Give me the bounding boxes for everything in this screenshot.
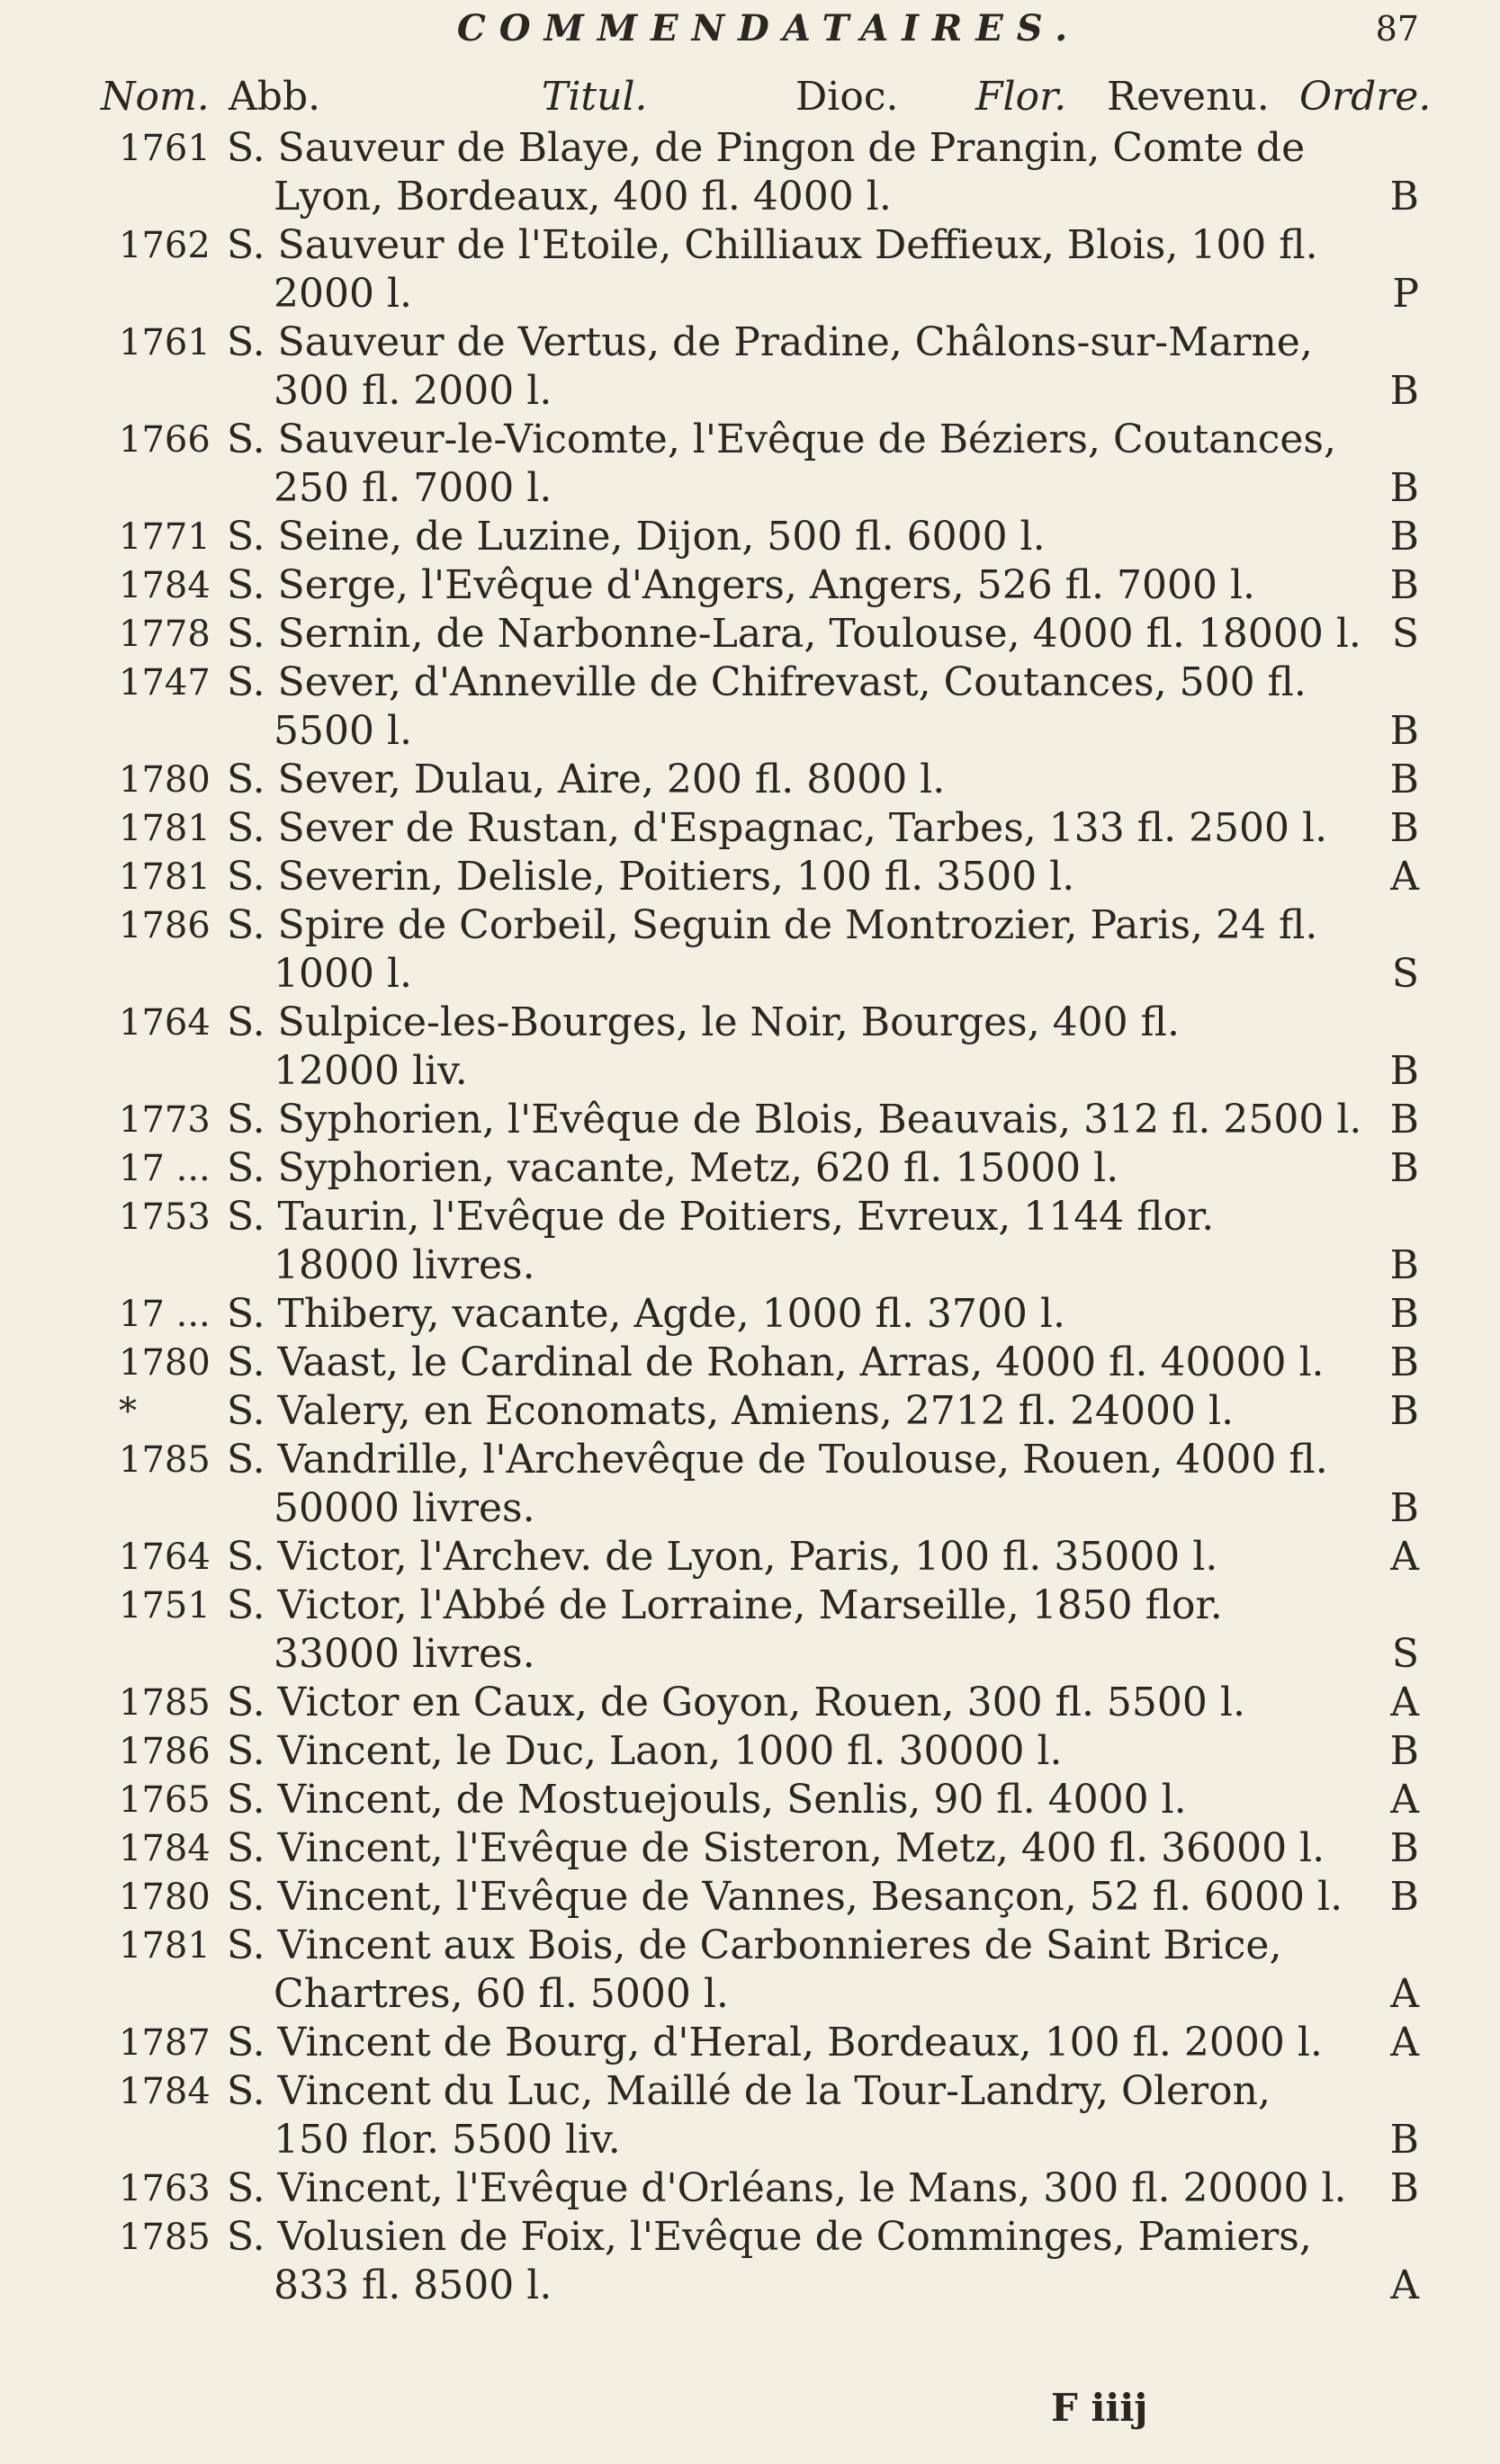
entry-line [119,1533,1419,1581]
list-item [119,2067,1419,2164]
list-item [119,610,1419,659]
list-item [119,1776,1419,1824]
entry-text: S. Sauveur de l'Etoile, Chilliaux Deffieux, Blois, 100 fl. [227,222,1318,268]
list-item [119,901,1419,999]
entry-text: 50000 livres. [274,1485,535,1531]
entry-line [119,1824,1419,1873]
entry-year: 1781 [119,1925,211,1967]
entry-order: B [1389,174,1419,220]
entry-order: B [1389,2117,1419,2163]
entry-year: 1780 [119,1877,211,1918]
entry-order: B [1389,368,1419,414]
entry-year: 1751 [119,1585,211,1626]
entry-list [119,124,1419,2310]
list-item [119,416,1419,513]
entry-order: B [1389,1874,1419,1920]
entry-line [119,1387,1419,1436]
entry-year: 17 ... [119,1148,211,1189]
entry-text: S. Spire de Corbeil, Seguin de Montrozier, Paris, 24 fl. [227,902,1318,948]
entry-line [119,1873,1419,1922]
col-header-dioc: Dioc. [795,74,899,120]
entry-line [119,1339,1419,1387]
entry-line [119,1193,1419,1241]
col-header-nom: Nom. [101,74,210,120]
list-item [119,1581,1419,1679]
entry-order: P [1392,271,1419,317]
entry-line [119,173,1419,221]
running-title: COMMENDATAIRES. [456,7,1082,49]
entry-year: 1784 [119,1828,211,1869]
entry-order: B [1389,1825,1419,1871]
entry-text: S. Sauveur de Vertus, de Pradine, Châlons-sur-Marne, [227,319,1313,365]
entry-order: A [1390,2262,1419,2308]
entry-text: S. Syphorien, vacante, Metz, 620 fl. 15000 l. [227,1145,1119,1191]
list-item [119,1387,1419,1436]
entry-order: B [1389,1291,1419,1337]
entry-order: A [1390,1534,1419,1580]
entry-order: B [1389,1340,1419,1385]
entry-line [119,1290,1419,1339]
entry-line [119,2019,1419,2067]
entry-line [119,901,1419,950]
entry-year: 1771 [119,516,211,558]
list-item [119,561,1419,610]
entry-line [119,1922,1419,1970]
col-header-abb: Abb. [229,74,321,120]
entry-order: A [1390,1777,1419,1823]
entry-text: 833 fl. 8500 l. [274,2262,552,2308]
list-item [119,1339,1419,1387]
col-header-flor: Flor. [975,74,1067,120]
entry-text: S. Vincent, l'Evêque d'Orléans, le Mans, 300 fl. 20000 l. [227,2165,1347,2211]
entry-text: S. Vaast, le Cardinal de Rohan, Arras, 4000 fl. 40000 l. [227,1340,1325,1385]
entry-year: 17 ... [119,1294,211,1335]
entry-text: S. Vincent, l'Evêque de Vannes, Besançon, 52 fl. 6000 l. [227,1874,1343,1920]
entry-order: S [1391,1631,1419,1677]
entry-text: S. Victor, l'Archev. de Lyon, Paris, 100 fl. 35000 l. [227,1534,1218,1580]
entry-line [119,1970,1419,2019]
list-item [119,1533,1419,1581]
entry-order: B [1389,805,1419,851]
entry-line [119,2164,1419,2213]
entry-text: S. Vandrille, l'Archevêque de Toulouse, Rouen, 4000 fl. [227,1437,1328,1483]
entry-year: 1784 [119,565,211,606]
entry-order: B [1389,514,1419,560]
running-head [119,0,1419,63]
entry-order: A [1390,854,1419,900]
entry-text: S. Vincent, de Mostuejouls, Senlis, 90 fl. 4000 l. [227,1777,1187,1823]
entry-line [119,1436,1419,1484]
entry-order: B [1389,708,1419,754]
entry-text: 1000 l. [274,951,413,997]
list-item [119,1873,1419,1922]
entry-line [119,221,1419,270]
entry-order: B [1389,757,1419,802]
entry-line [119,1727,1419,1776]
entry-line [119,804,1419,853]
entry-order: B [1389,1048,1419,1094]
list-item [119,999,1419,1096]
entry-text: S. Valery, en Economats, Amiens, 2712 fl. 24000 l. [227,1388,1235,1434]
entry-order: B [1389,1388,1419,1434]
entry-text: Chartres, 60 fl. 5000 l. [274,1971,729,2017]
col-header-ordre: Ordre. [1299,74,1432,120]
entry-year: 1781 [119,808,211,849]
entry-year: 1764 [119,1002,211,1044]
entry-order: B [1389,562,1419,608]
entry-order: B [1389,465,1419,511]
entry-text: 5500 l. [274,708,413,754]
entry-year: 1785 [119,1682,211,1724]
list-item [119,513,1419,561]
list-item [119,318,1419,416]
entry-year: 1781 [119,856,211,898]
entry-line [119,610,1419,659]
entry-order: A [1390,1680,1419,1725]
entry-text: S. Sauveur-le-Vicomte, l'Evêque de Béziers, Coutances, [227,417,1336,462]
entry-order: S [1391,611,1419,657]
list-item [119,2019,1419,2067]
entry-line [119,1047,1419,1096]
entry-year: 1762 [119,225,211,266]
entry-year: 1784 [119,2071,211,2112]
entry-text: S. Sulpice-les-Bourges, le Noir, Bourges, 400 fl. [227,999,1180,1045]
entry-text: S. Sernin, de Narbonne-Lara, Toulouse, 4000 fl. 18000 l. [227,611,1361,657]
entry-text: S. Thibery, vacante, Agde, 1000 fl. 3700 l. [227,1291,1065,1337]
entry-line [119,561,1419,610]
signature-mark: F iiij [1051,2386,1148,2430]
entry-text: 2000 l. [274,271,413,317]
entry-year: 1761 [119,322,211,363]
entry-line [119,1241,1419,1290]
entry-year: 1786 [119,1731,211,1772]
entry-line [119,756,1419,804]
entry-line [119,1484,1419,1533]
entry-line [119,2262,1419,2310]
entry-year: 1785 [119,2217,211,2258]
column-headers [101,63,1432,121]
entry-line [119,1096,1419,1144]
entry-text: 250 fl. 7000 l. [274,465,552,511]
entry-line [119,464,1419,513]
entry-order: B [1389,1485,1419,1531]
entry-line [119,999,1419,1047]
entry-year: 1765 [119,1779,211,1821]
entry-text: S. Vincent, le Duc, Laon, 1000 fl. 30000 l. [227,1728,1063,1774]
entry-line [119,513,1419,561]
entry-line [119,124,1419,173]
list-item [119,756,1419,804]
entry-order: B [1389,1145,1419,1191]
entry-year: 1780 [119,1342,211,1384]
entry-text: S. Vincent aux Bois, de Carbonnieres de Saint Brice, [227,1922,1282,1968]
list-item [119,1193,1419,1290]
entry-line [119,416,1419,464]
entry-line [119,367,1419,416]
entry-text: S. Victor, l'Abbé de Lorraine, Marseille, 1850 flor. [227,1582,1223,1628]
list-item [119,124,1419,221]
entry-line [119,2213,1419,2262]
list-item [119,1144,1419,1193]
entry-order: B [1389,1242,1419,1288]
entry-text: S. Victor en Caux, de Goyon, Rouen, 300 fl. 5500 l. [227,1680,1245,1725]
entry-line [119,1630,1419,1679]
entry-line [119,2116,1419,2164]
entry-year: 1778 [119,614,211,655]
entry-line [119,318,1419,367]
entry-text: 12000 liv. [274,1048,468,1094]
entry-year: 1787 [119,2022,211,2064]
col-header-revenu: Revenu. [1107,74,1270,120]
entry-text: S. Serge, l'Evêque d'Angers, Angers, 526 fl. 7000 l. [227,562,1256,608]
entry-line [119,1679,1419,1727]
entry-order: S [1391,951,1419,997]
entry-line [119,1581,1419,1630]
entry-text: S. Vincent de Bourg, d'Heral, Bordeaux, 100 fl. 2000 l. [227,2020,1323,2065]
entry-order: A [1390,2020,1419,2065]
entry-order: A [1390,1971,1419,2017]
entry-line [119,707,1419,756]
entry-year: 1786 [119,905,211,946]
entry-year: * [119,1391,137,1432]
entry-line [119,270,1419,318]
list-item [119,659,1419,756]
list-item [119,804,1419,853]
entry-text: S. Sever, Dulau, Aire, 200 fl. 8000 l. [227,757,946,802]
entry-year: 1764 [119,1537,211,1578]
entry-text: S. Taurin, l'Evêque de Poitiers, Evreux, 1144 flor. [227,1194,1215,1240]
entry-text: 18000 livres. [274,1242,535,1288]
entry-order: B [1389,2165,1419,2211]
entry-text: 33000 livres. [274,1631,535,1677]
entry-line [119,1776,1419,1824]
entry-text: S. Sauveur de Blaye, de Pingon de Prangin, Comte de [227,125,1306,171]
entry-year: 1773 [119,1099,211,1141]
page-number: 87 [1375,9,1419,49]
list-item [119,853,1419,901]
entry-text: S. Vincent du Luc, Maillé de la Tour-Landry, Oleron, [227,2068,1271,2114]
entry-text: S. Sever de Rustan, d'Espagnac, Tarbes, 133 fl. 2500 l. [227,805,1328,851]
list-item [119,1096,1419,1144]
list-item [119,1922,1419,2019]
entry-line [119,950,1419,999]
list-item [119,1727,1419,1776]
entry-text: S. Sever, d'Anneville de Chifrevast, Coutances, 500 fl. [227,659,1307,705]
entry-text: S. Syphorien, l'Evêque de Blois, Beauvais, 312 fl. 2500 l. [227,1097,1362,1142]
entry-order: B [1389,1728,1419,1774]
entry-line [119,1144,1419,1193]
list-item [119,221,1419,318]
entry-text: S. Severin, Delisle, Poitiers, 100 fl. 3500 l. [227,854,1075,900]
list-item [119,1290,1419,1339]
entry-line [119,659,1419,707]
list-item [119,2213,1419,2310]
entry-text: 300 fl. 2000 l. [274,368,552,414]
entry-year: 1763 [119,2168,211,2209]
entry-text: S. Seine, de Luzine, Dijon, 500 fl. 6000 l. [227,514,1046,560]
entry-year: 1747 [119,662,211,703]
entry-year: 1780 [119,759,211,801]
entry-text: 150 flor. 5500 liv. [274,2117,621,2163]
entry-year: 1766 [119,419,211,461]
entry-year: 1753 [119,1196,211,1238]
entry-line [119,853,1419,901]
list-item [119,1679,1419,1727]
entry-text: S. Vincent, l'Evêque de Sisteron, Metz, 400 fl. 36000 l. [227,1825,1325,1871]
entry-text: Lyon, Bordeaux, 400 fl. 4000 l. [274,174,892,220]
entry-order: B [1389,1097,1419,1142]
list-item [119,1436,1419,1533]
entry-line [119,2067,1419,2116]
entry-text: S. Volusien de Foix, l'Evêque de Comminges, Pamiers, [227,2214,1312,2260]
col-header-titul: Titul. [542,74,648,120]
list-item [119,1824,1419,1873]
list-item [119,2164,1419,2213]
entry-year: 1785 [119,1439,211,1481]
entry-year: 1761 [119,128,211,169]
